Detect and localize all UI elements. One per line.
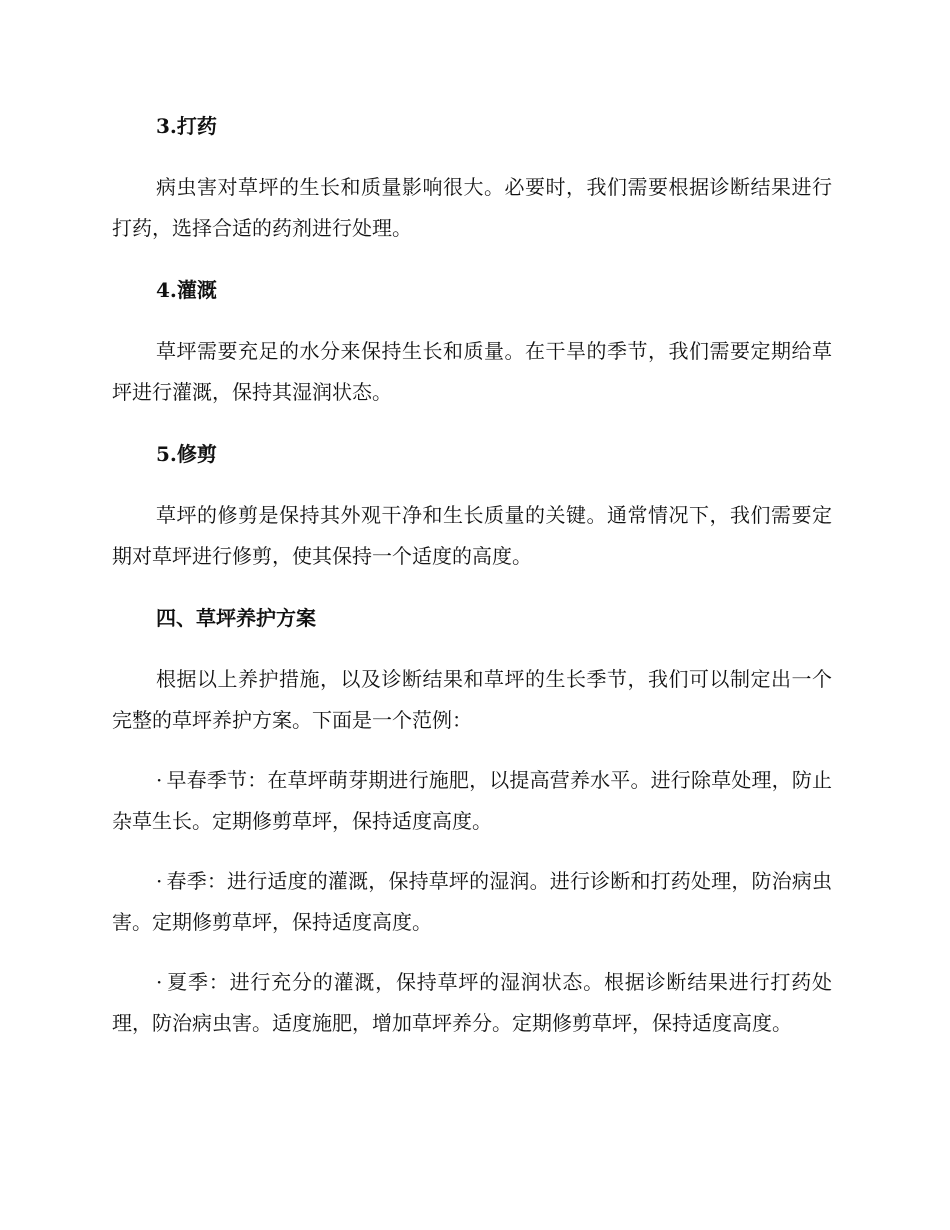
plan-heading: 四、草坪养护方案 <box>156 606 316 630</box>
bullet-marker: · <box>156 869 163 893</box>
bullet-marker: · <box>156 768 163 792</box>
bullet-marker: · <box>156 970 163 994</box>
section-paragraph-spraying: 病虫害对草坪的生长和质量影响很大。必要时，我们需要根据诊断结果进行打药，选择合适的药剂进行处理。 <box>112 175 832 240</box>
section-heading-mowing: 5.修剪 <box>156 442 217 466</box>
plan-item-summer <box>112 962 832 1044</box>
plan-item-early-spring <box>112 760 832 842</box>
section-heading-irrigation: 4.灌溉 <box>156 278 217 302</box>
document-page <box>112 104 832 1063</box>
section-paragraph-mowing: 草坪的修剪是保持其外观干净和生长质量的关键。通常情况下，我们需要定期对草坪进行修剪，使其保持一个适度的高度。 <box>112 503 832 568</box>
plan-item-text: 夏季：进行充分的灌溉，保持草坪的湿润状态。根据诊断结果进行打药处理，防治病虫害。适度施肥，增加草坪养分。定期修剪草坪，保持适度高度。 <box>112 970 832 1035</box>
plan-item-text: 早春季节：在草坪萌芽期进行施肥，以提高营养水平。进行除草处理，防止杂草生长。定期修剪草坪，保持适度高度。 <box>112 768 832 833</box>
plan-intro: 根据以上养护措施，以及诊断结果和草坪的生长季节，我们可以制定出一个完整的草坪养护方案。下面是一个范例： <box>112 667 832 732</box>
section-heading-spraying: 3.打药 <box>156 114 217 138</box>
plan-item-spring <box>112 861 832 943</box>
section-paragraph-irrigation: 草坪需要充足的水分来保持生长和质量。在干旱的季节，我们需要定期给草坪进行灌溉，保持其湿润状态。 <box>112 339 832 404</box>
plan-item-text: 春季：进行适度的灌溉，保持草坪的湿润。进行诊断和打药处理，防治病虫害。定期修剪草坪，保持适度高度。 <box>112 869 832 934</box>
